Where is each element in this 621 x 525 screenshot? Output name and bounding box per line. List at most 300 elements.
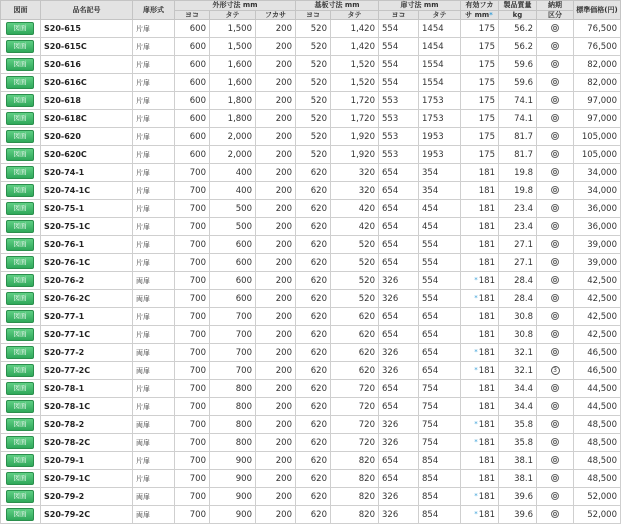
weight: 56.2 <box>499 20 537 38</box>
outer-fukasa: 200 <box>256 452 296 470</box>
base-tate: 720 <box>331 434 379 452</box>
base-yoko: 620 <box>296 254 331 272</box>
base-tate: 620 <box>331 344 379 362</box>
outer-yoko: 700 <box>175 164 210 182</box>
door-type: 両扉 <box>133 272 175 290</box>
effective-depth-value: 181 <box>478 293 495 304</box>
door-tate: 854 <box>419 506 461 524</box>
effective-depth <box>461 290 499 308</box>
door-type: 片扉 <box>133 452 175 470</box>
effective-depth-value: 181 <box>478 275 495 286</box>
base-yoko: 620 <box>296 434 331 452</box>
diagram-button[interactable]: 図面 <box>6 238 34 251</box>
diagram-button[interactable]: 図面 <box>6 292 34 305</box>
diagram-button[interactable]: 図面 <box>6 472 34 485</box>
double-circle-icon <box>551 42 559 50</box>
effective-depth <box>461 434 499 452</box>
diagram-cell <box>1 488 41 506</box>
outer-tate: 400 <box>210 182 256 200</box>
effective-depth-value: 181 <box>478 383 495 394</box>
price: 36,000 <box>574 218 621 236</box>
effective-depth <box>461 272 499 290</box>
diagram-button[interactable]: 図面 <box>6 400 34 413</box>
base-tate: 720 <box>331 416 379 434</box>
price: 76,500 <box>574 38 621 56</box>
weight: 28.4 <box>499 290 537 308</box>
base-yoko: 620 <box>296 362 331 380</box>
effective-depth-value: 181 <box>478 167 495 178</box>
base-yoko: 620 <box>296 326 331 344</box>
delivery-class <box>537 452 574 470</box>
effective-depth-value: 181 <box>478 311 495 322</box>
base-tate: 520 <box>331 236 379 254</box>
outer-tate: 800 <box>210 416 256 434</box>
effective-depth <box>461 110 499 128</box>
door-yoko: 654 <box>379 308 419 326</box>
weight: 35.8 <box>499 416 537 434</box>
outer-fukasa: 200 <box>256 344 296 362</box>
double-circle-icon <box>551 474 559 482</box>
model-code: S20-76-1C <box>41 254 133 272</box>
diagram-button[interactable]: 図面 <box>6 130 34 143</box>
diagram-button[interactable]: 図面 <box>6 220 34 233</box>
door-type: 片扉 <box>133 74 175 92</box>
header-price: 標準価格(円) <box>574 1 621 20</box>
diagram-button[interactable]: 図面 <box>6 382 34 395</box>
door-tate: 1554 <box>419 56 461 74</box>
door-yoko: 553 <box>379 92 419 110</box>
price: 44,500 <box>574 380 621 398</box>
door-tate: 654 <box>419 326 461 344</box>
effective-depth-value: 175 <box>478 131 495 142</box>
diagram-button[interactable]: 図面 <box>6 94 34 107</box>
table-row <box>1 308 621 326</box>
delivery-class <box>537 38 574 56</box>
diagram-cell <box>1 110 41 128</box>
door-tate: 754 <box>419 416 461 434</box>
outer-fukasa: 200 <box>256 470 296 488</box>
asterisk-icon: * <box>489 11 493 19</box>
base-tate: 420 <box>331 200 379 218</box>
price: 97,000 <box>574 110 621 128</box>
model-code: S20-77-2 <box>41 344 133 362</box>
model-code: S20-77-2C <box>41 362 133 380</box>
table-row <box>1 74 621 92</box>
effective-depth <box>461 452 499 470</box>
effective-depth-value: 181 <box>478 347 495 358</box>
model-code: S20-75-1C <box>41 218 133 236</box>
door-tate: 354 <box>419 182 461 200</box>
base-tate: 320 <box>331 164 379 182</box>
base-yoko: 620 <box>296 380 331 398</box>
base-yoko: 520 <box>296 128 331 146</box>
weight: 23.4 <box>499 200 537 218</box>
outer-tate: 2,000 <box>210 146 256 164</box>
weight: 74.1 <box>499 110 537 128</box>
effective-depth-value: 181 <box>478 401 495 412</box>
effective-depth <box>461 470 499 488</box>
door-type: 両扉 <box>133 344 175 362</box>
outer-yoko: 700 <box>175 488 210 506</box>
table-row <box>1 164 621 182</box>
door-type: 両扉 <box>133 488 175 506</box>
diagram-button[interactable]: 図面 <box>6 454 34 467</box>
door-tate: 354 <box>419 164 461 182</box>
diagram-button[interactable]: 図面 <box>6 490 34 503</box>
base-tate: 1,420 <box>331 20 379 38</box>
model-code: S20-618 <box>41 92 133 110</box>
weight: 35.8 <box>499 434 537 452</box>
effective-depth-value: 175 <box>478 113 495 124</box>
outer-fukasa: 200 <box>256 254 296 272</box>
door-tate: 654 <box>419 308 461 326</box>
outer-tate: 1,600 <box>210 56 256 74</box>
model-code: S20-79-2 <box>41 488 133 506</box>
door-yoko: 326 <box>379 434 419 452</box>
outer-tate: 1,500 <box>210 38 256 56</box>
base-yoko: 620 <box>296 398 331 416</box>
diagram-cell <box>1 38 41 56</box>
diagram-cell <box>1 236 41 254</box>
door-type: 片扉 <box>133 254 175 272</box>
delivery-class <box>537 110 574 128</box>
base-tate: 620 <box>331 326 379 344</box>
diagram-cell <box>1 344 41 362</box>
delivery-class <box>537 128 574 146</box>
base-tate: 620 <box>331 362 379 380</box>
table-row <box>1 128 621 146</box>
diagram-button[interactable]: 図面 <box>6 328 34 341</box>
door-yoko: 326 <box>379 290 419 308</box>
model-code: S20-620C <box>41 146 133 164</box>
diagram-cell <box>1 470 41 488</box>
delivery-class <box>537 398 574 416</box>
weight: 27.1 <box>499 236 537 254</box>
door-yoko: 654 <box>379 236 419 254</box>
table-row <box>1 56 621 74</box>
diagram-button[interactable]: 図面 <box>6 436 34 449</box>
diagram-cell <box>1 74 41 92</box>
diagram-button[interactable]: 図面 <box>6 148 34 161</box>
door-yoko: 654 <box>379 398 419 416</box>
effective-depth-value: 181 <box>478 491 495 502</box>
diagram-cell <box>1 290 41 308</box>
outer-fukasa: 200 <box>256 434 296 452</box>
diagram-cell <box>1 452 41 470</box>
outer-yoko: 600 <box>175 128 210 146</box>
model-code: S20-78-1 <box>41 380 133 398</box>
asterisk-icon: * <box>474 419 478 428</box>
price: 39,000 <box>574 236 621 254</box>
outer-tate: 1,800 <box>210 110 256 128</box>
outer-tate: 600 <box>210 290 256 308</box>
table-row <box>1 344 621 362</box>
table-row <box>1 362 621 380</box>
base-tate: 820 <box>331 470 379 488</box>
delivery-class <box>537 488 574 506</box>
table-row <box>1 488 621 506</box>
outer-fukasa: 200 <box>256 56 296 74</box>
door-yoko: 326 <box>379 506 419 524</box>
weight: 34.4 <box>499 398 537 416</box>
diagram-button[interactable]: 図面 <box>6 202 34 215</box>
effective-depth-value: 175 <box>478 149 495 160</box>
outer-yoko: 600 <box>175 20 210 38</box>
door-tate: 754 <box>419 434 461 452</box>
effective-depth <box>461 398 499 416</box>
asterisk-icon: * <box>474 275 478 284</box>
double-circle-icon <box>551 348 559 356</box>
outer-fukasa: 200 <box>256 272 296 290</box>
door-tate: 1953 <box>419 128 461 146</box>
effective-depth-value: 181 <box>478 239 495 250</box>
weight: 81.7 <box>499 128 537 146</box>
diagram-button[interactable]: 図面 <box>6 40 34 53</box>
effective-depth <box>461 200 499 218</box>
header-effective-depth-unit <box>461 11 499 20</box>
outer-yoko: 600 <box>175 74 210 92</box>
price: 39,000 <box>574 254 621 272</box>
door-tate: 754 <box>419 380 461 398</box>
door-type: 片扉 <box>133 398 175 416</box>
door-tate: 454 <box>419 218 461 236</box>
door-tate: 854 <box>419 452 461 470</box>
diagram-button[interactable]: 図面 <box>6 346 34 359</box>
base-tate: 720 <box>331 398 379 416</box>
price: 76,500 <box>574 20 621 38</box>
diagram-button[interactable]: 図面 <box>6 112 34 125</box>
table-row <box>1 236 621 254</box>
door-type: 片扉 <box>133 146 175 164</box>
diagram-cell <box>1 434 41 452</box>
base-tate: 1,920 <box>331 146 379 164</box>
header-model: 品名記号 <box>41 1 133 20</box>
double-circle-icon <box>551 384 559 392</box>
weight: 27.1 <box>499 254 537 272</box>
diagram-button[interactable]: 図面 <box>6 166 34 179</box>
outer-fukasa: 200 <box>256 164 296 182</box>
door-yoko: 654 <box>379 182 419 200</box>
base-tate: 1,920 <box>331 128 379 146</box>
circled-number-icon: 3 <box>551 366 560 375</box>
outer-yoko: 700 <box>175 416 210 434</box>
header-delivery-sub: 区分 <box>537 11 574 20</box>
price: 82,000 <box>574 74 621 92</box>
door-yoko: 554 <box>379 20 419 38</box>
door-type: 片扉 <box>133 308 175 326</box>
door-tate: 1454 <box>419 20 461 38</box>
door-type: 片扉 <box>133 38 175 56</box>
diagram-button[interactable]: 図面 <box>6 274 34 287</box>
model-code: S20-74-1C <box>41 182 133 200</box>
outer-tate: 700 <box>210 344 256 362</box>
diagram-cell <box>1 56 41 74</box>
outer-tate: 600 <box>210 254 256 272</box>
price: 46,500 <box>574 344 621 362</box>
door-tate: 554 <box>419 254 461 272</box>
door-tate: 1454 <box>419 38 461 56</box>
header-door-type: 扉形式 <box>133 1 175 20</box>
door-yoko: 654 <box>379 380 419 398</box>
price: 42,500 <box>574 326 621 344</box>
price: 36,000 <box>574 200 621 218</box>
outer-fukasa: 200 <box>256 92 296 110</box>
double-circle-icon <box>551 96 559 104</box>
double-circle-icon <box>551 168 559 176</box>
door-yoko: 654 <box>379 452 419 470</box>
diagram-cell <box>1 218 41 236</box>
effective-depth <box>461 344 499 362</box>
weight: 34.4 <box>499 380 537 398</box>
price: 52,000 <box>574 506 621 524</box>
door-tate: 754 <box>419 398 461 416</box>
outer-fukasa: 200 <box>256 506 296 524</box>
effective-depth <box>461 20 499 38</box>
outer-yoko: 600 <box>175 110 210 128</box>
effective-depth-value: 181 <box>478 329 495 340</box>
delivery-class <box>537 470 574 488</box>
diagram-cell <box>1 20 41 38</box>
diagram-button[interactable]: 図面 <box>6 76 34 89</box>
model-code: S20-78-2 <box>41 416 133 434</box>
asterisk-icon: * <box>474 437 478 446</box>
door-yoko: 654 <box>379 470 419 488</box>
delivery-class <box>537 146 574 164</box>
diagram-button[interactable]: 図面 <box>6 184 34 197</box>
outer-yoko: 700 <box>175 326 210 344</box>
header-base-dimensions: 基板寸法 mm <box>296 1 379 11</box>
delivery-class <box>537 308 574 326</box>
diagram-button[interactable]: 図面 <box>6 310 34 323</box>
weight: 59.6 <box>499 74 537 92</box>
effective-depth-value: 181 <box>478 437 495 448</box>
weight: 32.1 <box>499 344 537 362</box>
diagram-button[interactable]: 図面 <box>6 508 34 521</box>
outer-tate: 700 <box>210 308 256 326</box>
base-yoko: 620 <box>296 344 331 362</box>
door-type: 両扉 <box>133 506 175 524</box>
base-yoko: 620 <box>296 416 331 434</box>
double-circle-icon <box>551 510 559 518</box>
diagram-button[interactable]: 図面 <box>6 58 34 71</box>
base-tate: 320 <box>331 182 379 200</box>
delivery-class <box>537 344 574 362</box>
door-yoko: 326 <box>379 362 419 380</box>
diagram-cell <box>1 128 41 146</box>
outer-fukasa: 200 <box>256 362 296 380</box>
delivery-class <box>537 506 574 524</box>
model-code: S20-616 <box>41 56 133 74</box>
double-circle-icon <box>551 312 559 320</box>
base-tate: 1,420 <box>331 38 379 56</box>
diagram-cell <box>1 254 41 272</box>
double-circle-icon <box>551 258 559 266</box>
base-yoko: 520 <box>296 38 331 56</box>
header-weight: 製品質量 <box>499 1 537 11</box>
outer-yoko: 700 <box>175 506 210 524</box>
table-row <box>1 254 621 272</box>
price: 97,000 <box>574 92 621 110</box>
door-type: 片扉 <box>133 56 175 74</box>
diagram-cell <box>1 326 41 344</box>
effective-depth <box>461 74 499 92</box>
outer-tate: 900 <box>210 470 256 488</box>
door-yoko: 554 <box>379 38 419 56</box>
diagram-button[interactable]: 図面 <box>6 418 34 431</box>
model-code: S20-615C <box>41 38 133 56</box>
double-circle-icon <box>551 330 559 338</box>
diagram-cell <box>1 92 41 110</box>
delivery-class <box>537 290 574 308</box>
base-tate: 820 <box>331 488 379 506</box>
base-tate: 820 <box>331 506 379 524</box>
door-type: 片扉 <box>133 182 175 200</box>
door-tate: 854 <box>419 488 461 506</box>
diagram-button[interactable]: 図面 <box>6 22 34 35</box>
outer-yoko: 700 <box>175 308 210 326</box>
price: 42,500 <box>574 272 621 290</box>
table-row <box>1 434 621 452</box>
outer-fukasa: 200 <box>256 290 296 308</box>
model-code: S20-79-1 <box>41 452 133 470</box>
effective-depth <box>461 416 499 434</box>
outer-tate: 800 <box>210 398 256 416</box>
weight: 30.8 <box>499 308 537 326</box>
double-circle-icon <box>551 60 559 68</box>
diagram-cell <box>1 362 41 380</box>
door-tate: 554 <box>419 290 461 308</box>
double-circle-icon <box>551 420 559 428</box>
door-yoko: 654 <box>379 326 419 344</box>
effective-depth-value: 181 <box>478 473 495 484</box>
outer-fukasa: 200 <box>256 416 296 434</box>
price: 42,500 <box>574 290 621 308</box>
table-row <box>1 380 621 398</box>
base-yoko: 520 <box>296 56 331 74</box>
table-row <box>1 218 621 236</box>
outer-fukasa: 200 <box>256 380 296 398</box>
header-door-yoko: ヨコ <box>379 11 419 20</box>
table-row <box>1 200 621 218</box>
base-yoko: 620 <box>296 200 331 218</box>
diagram-cell <box>1 506 41 524</box>
door-yoko: 654 <box>379 200 419 218</box>
outer-fukasa: 200 <box>256 200 296 218</box>
base-yoko: 620 <box>296 272 331 290</box>
door-type: 片扉 <box>133 236 175 254</box>
door-yoko: 326 <box>379 344 419 362</box>
door-tate: 554 <box>419 236 461 254</box>
double-circle-icon <box>551 438 559 446</box>
model-code: S20-77-1C <box>41 326 133 344</box>
model-code: S20-76-1 <box>41 236 133 254</box>
outer-tate: 700 <box>210 362 256 380</box>
door-yoko: 654 <box>379 218 419 236</box>
model-code: S20-618C <box>41 110 133 128</box>
effective-depth <box>461 380 499 398</box>
double-circle-icon <box>551 186 559 194</box>
table-row <box>1 146 621 164</box>
effective-depth-value: 181 <box>478 257 495 268</box>
door-tate: 554 <box>419 272 461 290</box>
outer-yoko: 700 <box>175 398 210 416</box>
diagram-button[interactable]: 図面 <box>6 364 34 377</box>
effective-depth-value: 181 <box>478 455 495 466</box>
price: 48,500 <box>574 452 621 470</box>
diagram-button[interactable]: 図面 <box>6 256 34 269</box>
outer-tate: 1,600 <box>210 74 256 92</box>
effective-depth-value: 175 <box>478 41 495 52</box>
